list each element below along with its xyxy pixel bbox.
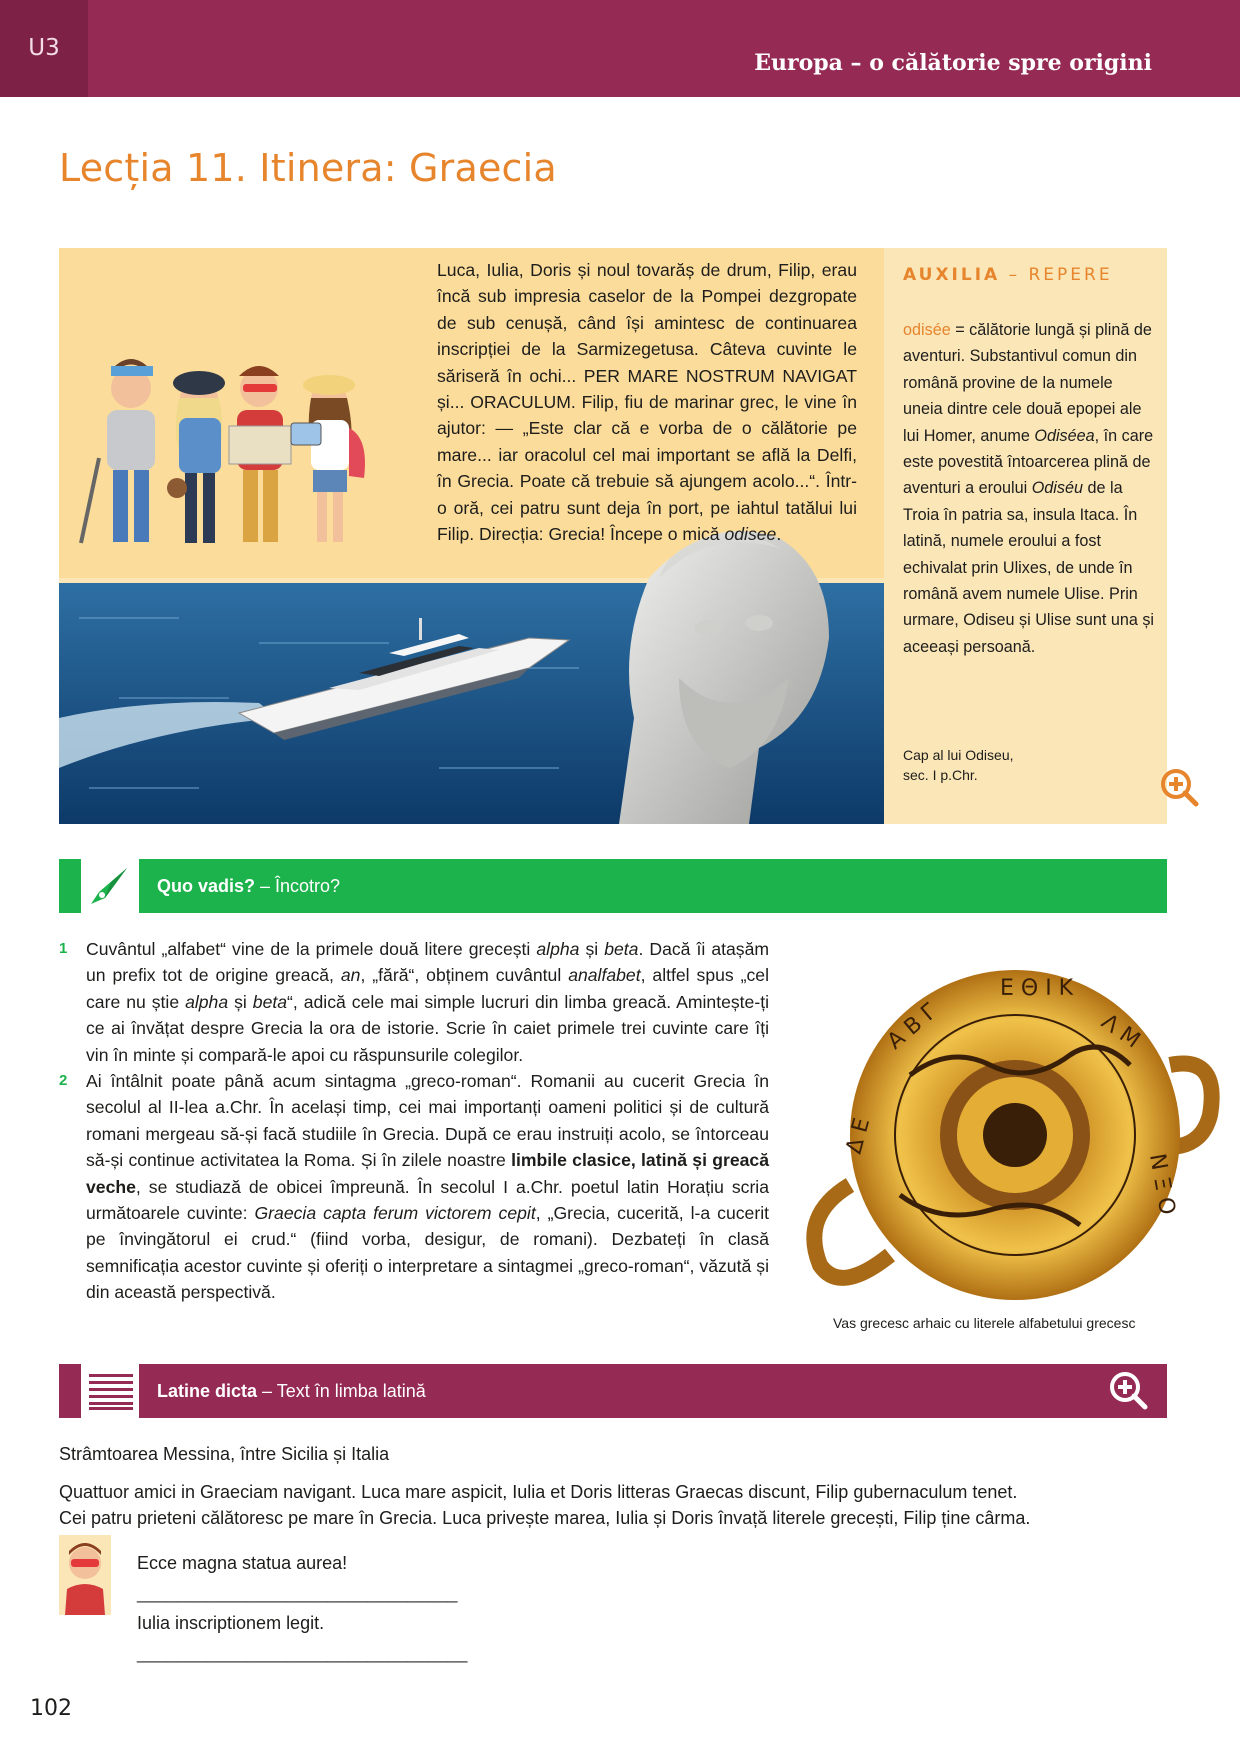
boy-avatar xyxy=(59,1535,111,1615)
dialog-line: Ecce magna statua aurea! xyxy=(137,1553,348,1573)
svg-text:Δ Ε: Δ Ε xyxy=(841,1115,876,1157)
auxilia-panel xyxy=(884,248,1167,824)
quo-vadis-bar xyxy=(59,859,1167,913)
romanian-translation: Cei patru prieteni călătoresc pe mare în Grecia. Luca privește marea, Iulia și Doris învață literele grecești, Filip ține cârma. xyxy=(59,1508,1031,1529)
page-header xyxy=(0,0,1240,97)
statue-caption: Cap al lui Odiseu, sec. I p.Chr. xyxy=(903,747,1014,783)
auxilia-definition: odisée = călătorie lungă și plină de aventuri. Substantivul comun din română provine de la numele uneia dintre cele două epopei ale lui Homer, anume Odiséea, în care este povestită întoarcerea plină de aventuri a eroului Odiséu de la Troia în patria sa, insula Itaca. În latină, numele eroului a fost echivalat prin Ulixes, de unde în română avem numele Ulise. Prin urmare, Odiseu și Ulise sunt una și aceeași persoană. xyxy=(903,321,1155,656)
answer-blank[interactable]: _________________________________ xyxy=(137,1643,468,1663)
vase-caption: Vas grecesc arhaic cu literele alfabetului grecesc xyxy=(833,1315,1136,1331)
hero-section xyxy=(59,248,1167,824)
exercise-number: 1 xyxy=(59,940,68,957)
svg-text:Ν Ξ Ο: Ν Ξ Ο xyxy=(1144,1151,1180,1217)
dialog-line: Iulia inscriptionem legit. xyxy=(137,1613,325,1633)
page-number: 102 xyxy=(30,1696,72,1721)
auxilia-term: odisée xyxy=(903,321,951,339)
intro-paragraph: Luca, Iulia, Doris și noul tovarăș de drum, Filip, erau încă sub impresia caselor de la Pompei dezgropate de sub cenușă, când își amintesc de continuarea inscripției de la Sarmizegetusa. Câteva cuvinte le săriseră în ochi... PER MARE NOSTRUM NAVIGAT și... ORACULUM. Filip, fiu de marinar grec, le vine în ajutor: — „Este clar că e vorba de o călătorie pe mare... iar oracolul cel mai important se află la Delfi, în Grecia. Poate că trebuie să ajungem acolo...“. Într-o oră, cei patru sunt deja în port, pe iahtul tatălui lui Filip. Direcția: Grecia! Începe o mică odisee. xyxy=(437,260,857,545)
latin-sentence: Quattuor amici in Graeciam navigant. Luca mare aspicit, Iulia et Doris litteras Graecas discunt, Filip gubernaculum tenet. xyxy=(59,1482,1018,1502)
compass-icon xyxy=(85,862,133,910)
svg-text:Ε Θ Ι Κ: Ε Θ Ι Κ xyxy=(1000,976,1074,1001)
auxilia-title: AUXILIA – REPERE xyxy=(903,265,1113,285)
latine-dicta-label: Latine dicta – Text în limba latină xyxy=(157,1381,426,1401)
exercise-2: 2 Ai întâlnit poate până acum sintagma „greco-roman“. Romanii au cucerit Grecia în secolul al II-lea a.Chr. În același timp, cei mai importanți oameni politici și de cultură romani mergeau să-și facă studiile în Grecia. După ce erau instruiți acolo, se întorceau să-și continue activitatea la Roma. Și în zilele noastre limbile clasice, latină și greacă veche, se studiază de obicei împreună. În secolul I a.Chr. poetul latin Horațiu scria următoarele cuvinte: Graecia capta ferum victorem cepit, „Grecia, cucerită, l-a cucerit pe învingătorul ei crud.“ (fiind vorba, desigur, de romani). Dezbateți în clasă semnificația acestor cuvinte și oferiți o interpretare a sintagmei „greco-roman“, văzută și din această perspectivă. xyxy=(59,1068,769,1306)
zoom-in-icon[interactable] xyxy=(1107,1369,1151,1413)
dialog-lines xyxy=(137,1548,467,1668)
chapter-title: Europa – o călătorie spre origini xyxy=(754,50,1152,76)
exercise-1: 1 Cuvântul „alfabet“ vine de la primele două litere grecești alpha și beta. Dacă îi atașăm un prefix tot de origine greacă, an, „fără“, obținem cuvântul analfabet, altfel spus „cel care nu știe alpha și beta“, adică cele mai simple lucruri din limba greacă. Amintește-ți ce ai învățat despre Grecia la ora de istorie. Scrie în caiet primele trei cuvinte care îți vin în minte și compară-le apoi cu răspunsurile colegilor. xyxy=(59,936,769,1068)
text-lines-icon xyxy=(89,1374,133,1410)
lesson-title: Lecția 11. Itinera: Graecia xyxy=(59,146,557,190)
answer-blank[interactable]: ________________________________ xyxy=(137,1583,458,1603)
exercise-list xyxy=(59,936,769,1306)
unit-label: U3 xyxy=(0,0,88,97)
latin-text-block xyxy=(59,1479,1171,1532)
latine-dicta-bar xyxy=(59,1364,1167,1418)
children-illustration xyxy=(81,359,365,543)
intro-italic-word: odisee xyxy=(724,524,777,545)
svg-text:Λ Μ: Λ Μ xyxy=(1096,1009,1145,1054)
svg-text:Α Β Γ: Α Β Γ xyxy=(882,999,943,1055)
zoom-in-icon[interactable] xyxy=(1158,766,1202,810)
greek-vase-image xyxy=(800,955,1220,1315)
exercise-number: 2 xyxy=(59,1072,68,1090)
quo-vadis-label: Quo vadis? – Încotro? xyxy=(157,876,341,896)
location-heading: Strâmtoarea Messina, între Sicilia și Italia xyxy=(59,1444,390,1464)
